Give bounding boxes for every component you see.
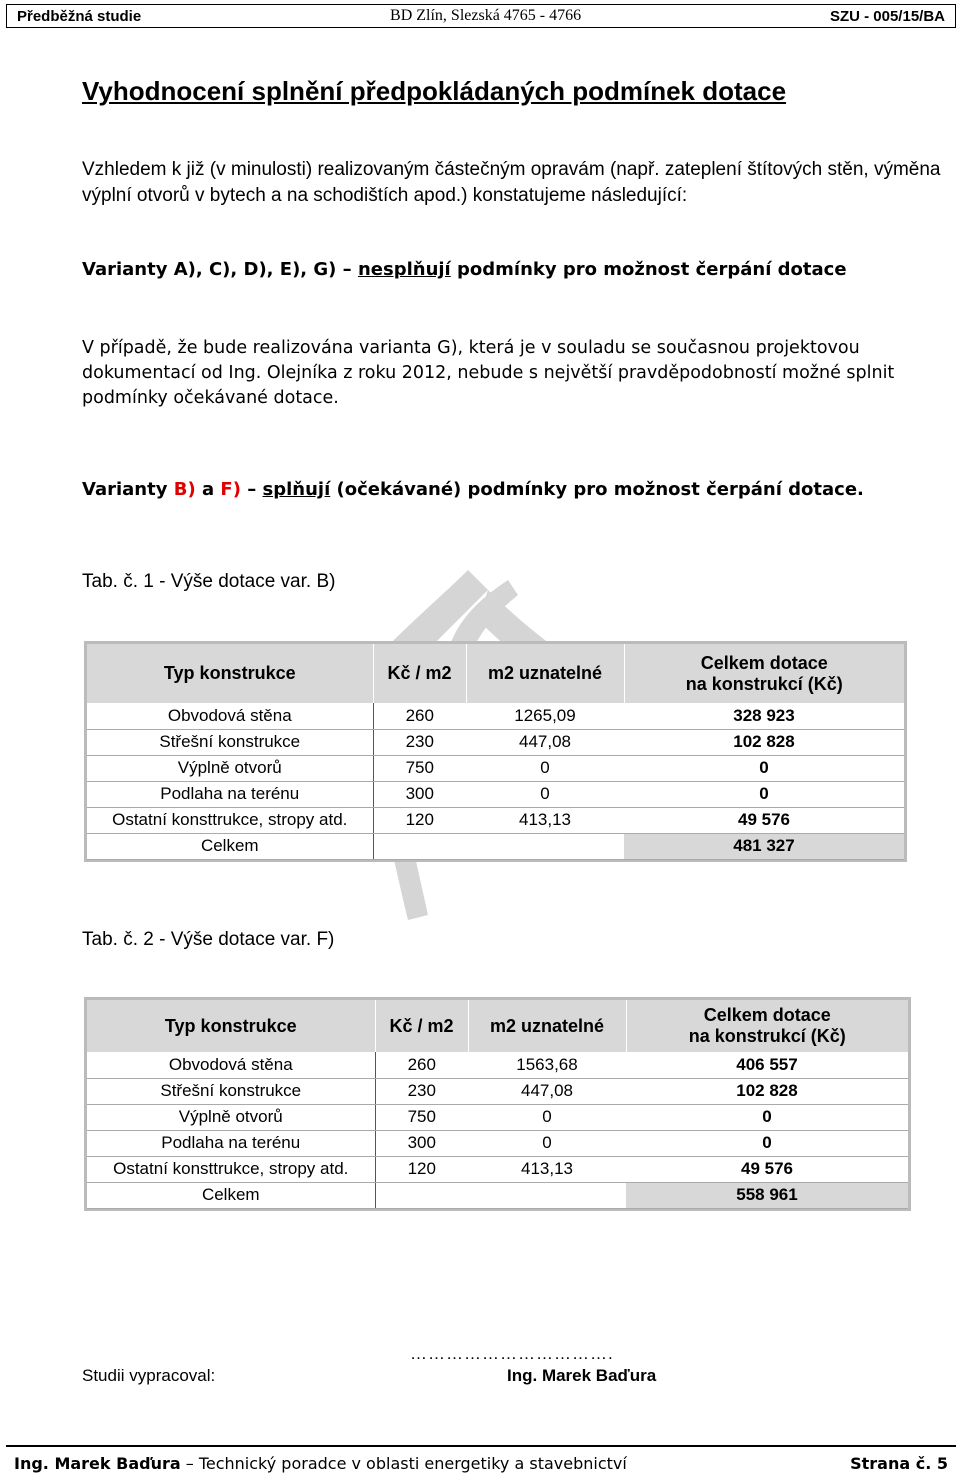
col-header-type: Typ konstrukce <box>87 644 373 703</box>
col-header-price: Kč / m2 <box>373 644 466 703</box>
cell-total: 102 828 <box>624 729 904 755</box>
page-footer <box>6 1445 956 1479</box>
subsidy-table-variant-b <box>87 644 904 860</box>
cell-area: 413,13 <box>468 1156 626 1182</box>
cell-type: Obvodová stěna <box>87 703 373 729</box>
cell-type: Střešní konstrukce <box>87 1078 375 1104</box>
page-header <box>6 4 956 28</box>
cell-total: 49 576 <box>626 1156 908 1182</box>
cell-empty <box>468 1182 626 1208</box>
cell-type: Obvodová stěna <box>87 1052 375 1078</box>
col-header-type: Typ konstrukce <box>87 1000 375 1052</box>
footer-page-label: Strana č. <box>850 1453 932 1473</box>
cell-sum-label: Celkem <box>87 833 373 859</box>
table1-caption: Tab. č. 1 - Výše dotace var. B) <box>82 571 336 592</box>
col-header-price: Kč / m2 <box>375 1000 468 1052</box>
variant-b-and: a <box>201 479 215 500</box>
cell-total: 0 <box>626 1104 908 1130</box>
header-doc-type: Předběžná studie <box>17 7 142 25</box>
cell-area: 447,08 <box>468 1078 626 1104</box>
cell-area: 1265,09 <box>466 703 624 729</box>
signature-label: Studii vypracoval: <box>82 1366 216 1385</box>
cell-type: Výplně otvorů <box>87 755 373 781</box>
cell-type: Podlaha na terénu <box>87 1130 375 1156</box>
variant-b-suffix: (očekávané) podmínky pro možnost čerpání dotace. <box>336 479 864 500</box>
page-title: Vyhodnocení splnění předpokládaných podmínek dotace <box>82 76 787 106</box>
footer-author-block <box>14 1454 627 1473</box>
col-header-area: m2 uznatelné <box>466 644 624 703</box>
cell-empty <box>375 1182 468 1208</box>
variant-g-paragraph: V případě, že bude realizována varianta G), která je v souladu se současnou projektovou dokumentací od Ing. Olejníka z roku 2012, nebude s největší pravděpodobností možné splnit podmínky očekávané dotace. <box>82 338 895 408</box>
variant-b-prefix: Varianty <box>82 479 168 500</box>
cell-price: 750 <box>373 755 466 781</box>
cell-type: Podlaha na terénu <box>87 781 373 807</box>
col-header-total-line1: Celkem dotace <box>700 652 828 673</box>
cell-type: Ostatní konsttrukce, stropy atd. <box>87 1156 375 1182</box>
col-header-area: m2 uznatelné <box>468 1000 626 1052</box>
cell-price: 750 <box>375 1104 468 1130</box>
cell-area: 0 <box>466 781 624 807</box>
cell-price: 120 <box>373 807 466 833</box>
variant-b-label: B) <box>173 479 196 500</box>
table-row <box>87 1156 908 1182</box>
table-row <box>87 1130 908 1156</box>
cell-price: 300 <box>373 781 466 807</box>
col-header-total <box>626 1000 908 1052</box>
cell-price: 230 <box>375 1078 468 1104</box>
cell-area: 1563,68 <box>468 1052 626 1078</box>
variant-b-dash: – <box>247 479 257 500</box>
table-row <box>87 703 904 729</box>
col-header-total-line1: Celkem dotace <box>703 1005 831 1025</box>
cell-area: 0 <box>468 1104 626 1130</box>
cell-total: 0 <box>624 755 904 781</box>
table-row <box>87 729 904 755</box>
cell-area: 413,13 <box>466 807 624 833</box>
subsidy-table-variant-f <box>87 1000 908 1209</box>
cell-price: 230 <box>373 729 466 755</box>
footer-role: – Technický poradce v oblasti energetiky a stavebnictví <box>185 1453 627 1473</box>
col-header-total <box>624 644 904 703</box>
intro-paragraph: Vzhledem k již (v minulosti) realizovaným částečným opravám (např. zateplení štítových stěn, výměna výplní otvorů v bytech a na schodištích apod.) konstatujeme následující: <box>82 159 941 206</box>
table-row <box>87 1052 908 1078</box>
cell-sum-label: Celkem <box>87 1182 375 1208</box>
variant-f-label: F) <box>220 479 241 500</box>
variant-a-negative: nesplňují <box>357 259 451 280</box>
cell-type: Výplně otvorů <box>87 1104 375 1130</box>
cell-type: Ostatní konsttrukce, stropy atd. <box>87 807 373 833</box>
table-sum-row <box>87 833 904 859</box>
cell-total: 102 828 <box>626 1078 908 1104</box>
signature-name: Ing. Marek Baďura <box>507 1366 657 1385</box>
table-row <box>87 807 904 833</box>
variant-a-statement <box>82 259 847 280</box>
table2-caption: Tab. č. 2 - Výše dotace var. F) <box>82 929 335 950</box>
cell-price: 300 <box>375 1130 468 1156</box>
cell-empty <box>466 833 624 859</box>
variant-b-positive: splňují <box>262 479 331 500</box>
table-header-row <box>87 644 904 703</box>
footer-author: Ing. Marek Baďura <box>14 1453 181 1473</box>
table-row <box>87 1078 908 1104</box>
cell-total: 49 576 <box>624 807 904 833</box>
cell-sum-value: 558 961 <box>626 1182 908 1208</box>
cell-type: Střešní konstrukce <box>87 729 373 755</box>
variant-a-prefix: Varianty A), C), D), E), G) – <box>82 259 352 280</box>
footer-page-block <box>850 1454 948 1473</box>
cell-total: 328 923 <box>624 703 904 729</box>
cell-sum-value: 481 327 <box>624 833 904 859</box>
cell-empty <box>373 833 466 859</box>
cell-area: 0 <box>468 1130 626 1156</box>
header-address: BD Zlín, Slezská 4765 - 4766 <box>390 7 582 24</box>
variant-a-suffix: podmínky pro možnost čerpání dotace <box>457 259 847 280</box>
cell-area: 0 <box>466 755 624 781</box>
table-header-row <box>87 1000 908 1052</box>
table-row <box>87 1104 908 1130</box>
signature-line: ……………………………. <box>410 1344 614 1363</box>
cell-price: 120 <box>375 1156 468 1182</box>
table-row <box>87 755 904 781</box>
variant-b-statement <box>82 479 864 500</box>
cell-total: 406 557 <box>626 1052 908 1078</box>
cell-area: 447,08 <box>466 729 624 755</box>
col-header-total-line2: na konstrukcí (Kč) <box>688 1026 846 1046</box>
cell-price: 260 <box>375 1052 468 1078</box>
col-header-total-line2: na konstrukcí (Kč) <box>685 673 843 694</box>
table-row <box>87 781 904 807</box>
cell-total: 0 <box>624 781 904 807</box>
footer-page-number: 5 <box>936 1453 948 1473</box>
cell-price: 260 <box>373 703 466 729</box>
cell-total: 0 <box>626 1130 908 1156</box>
table-sum-row <box>87 1182 908 1208</box>
header-doc-code: SZU - 005/15/BA <box>829 7 945 25</box>
